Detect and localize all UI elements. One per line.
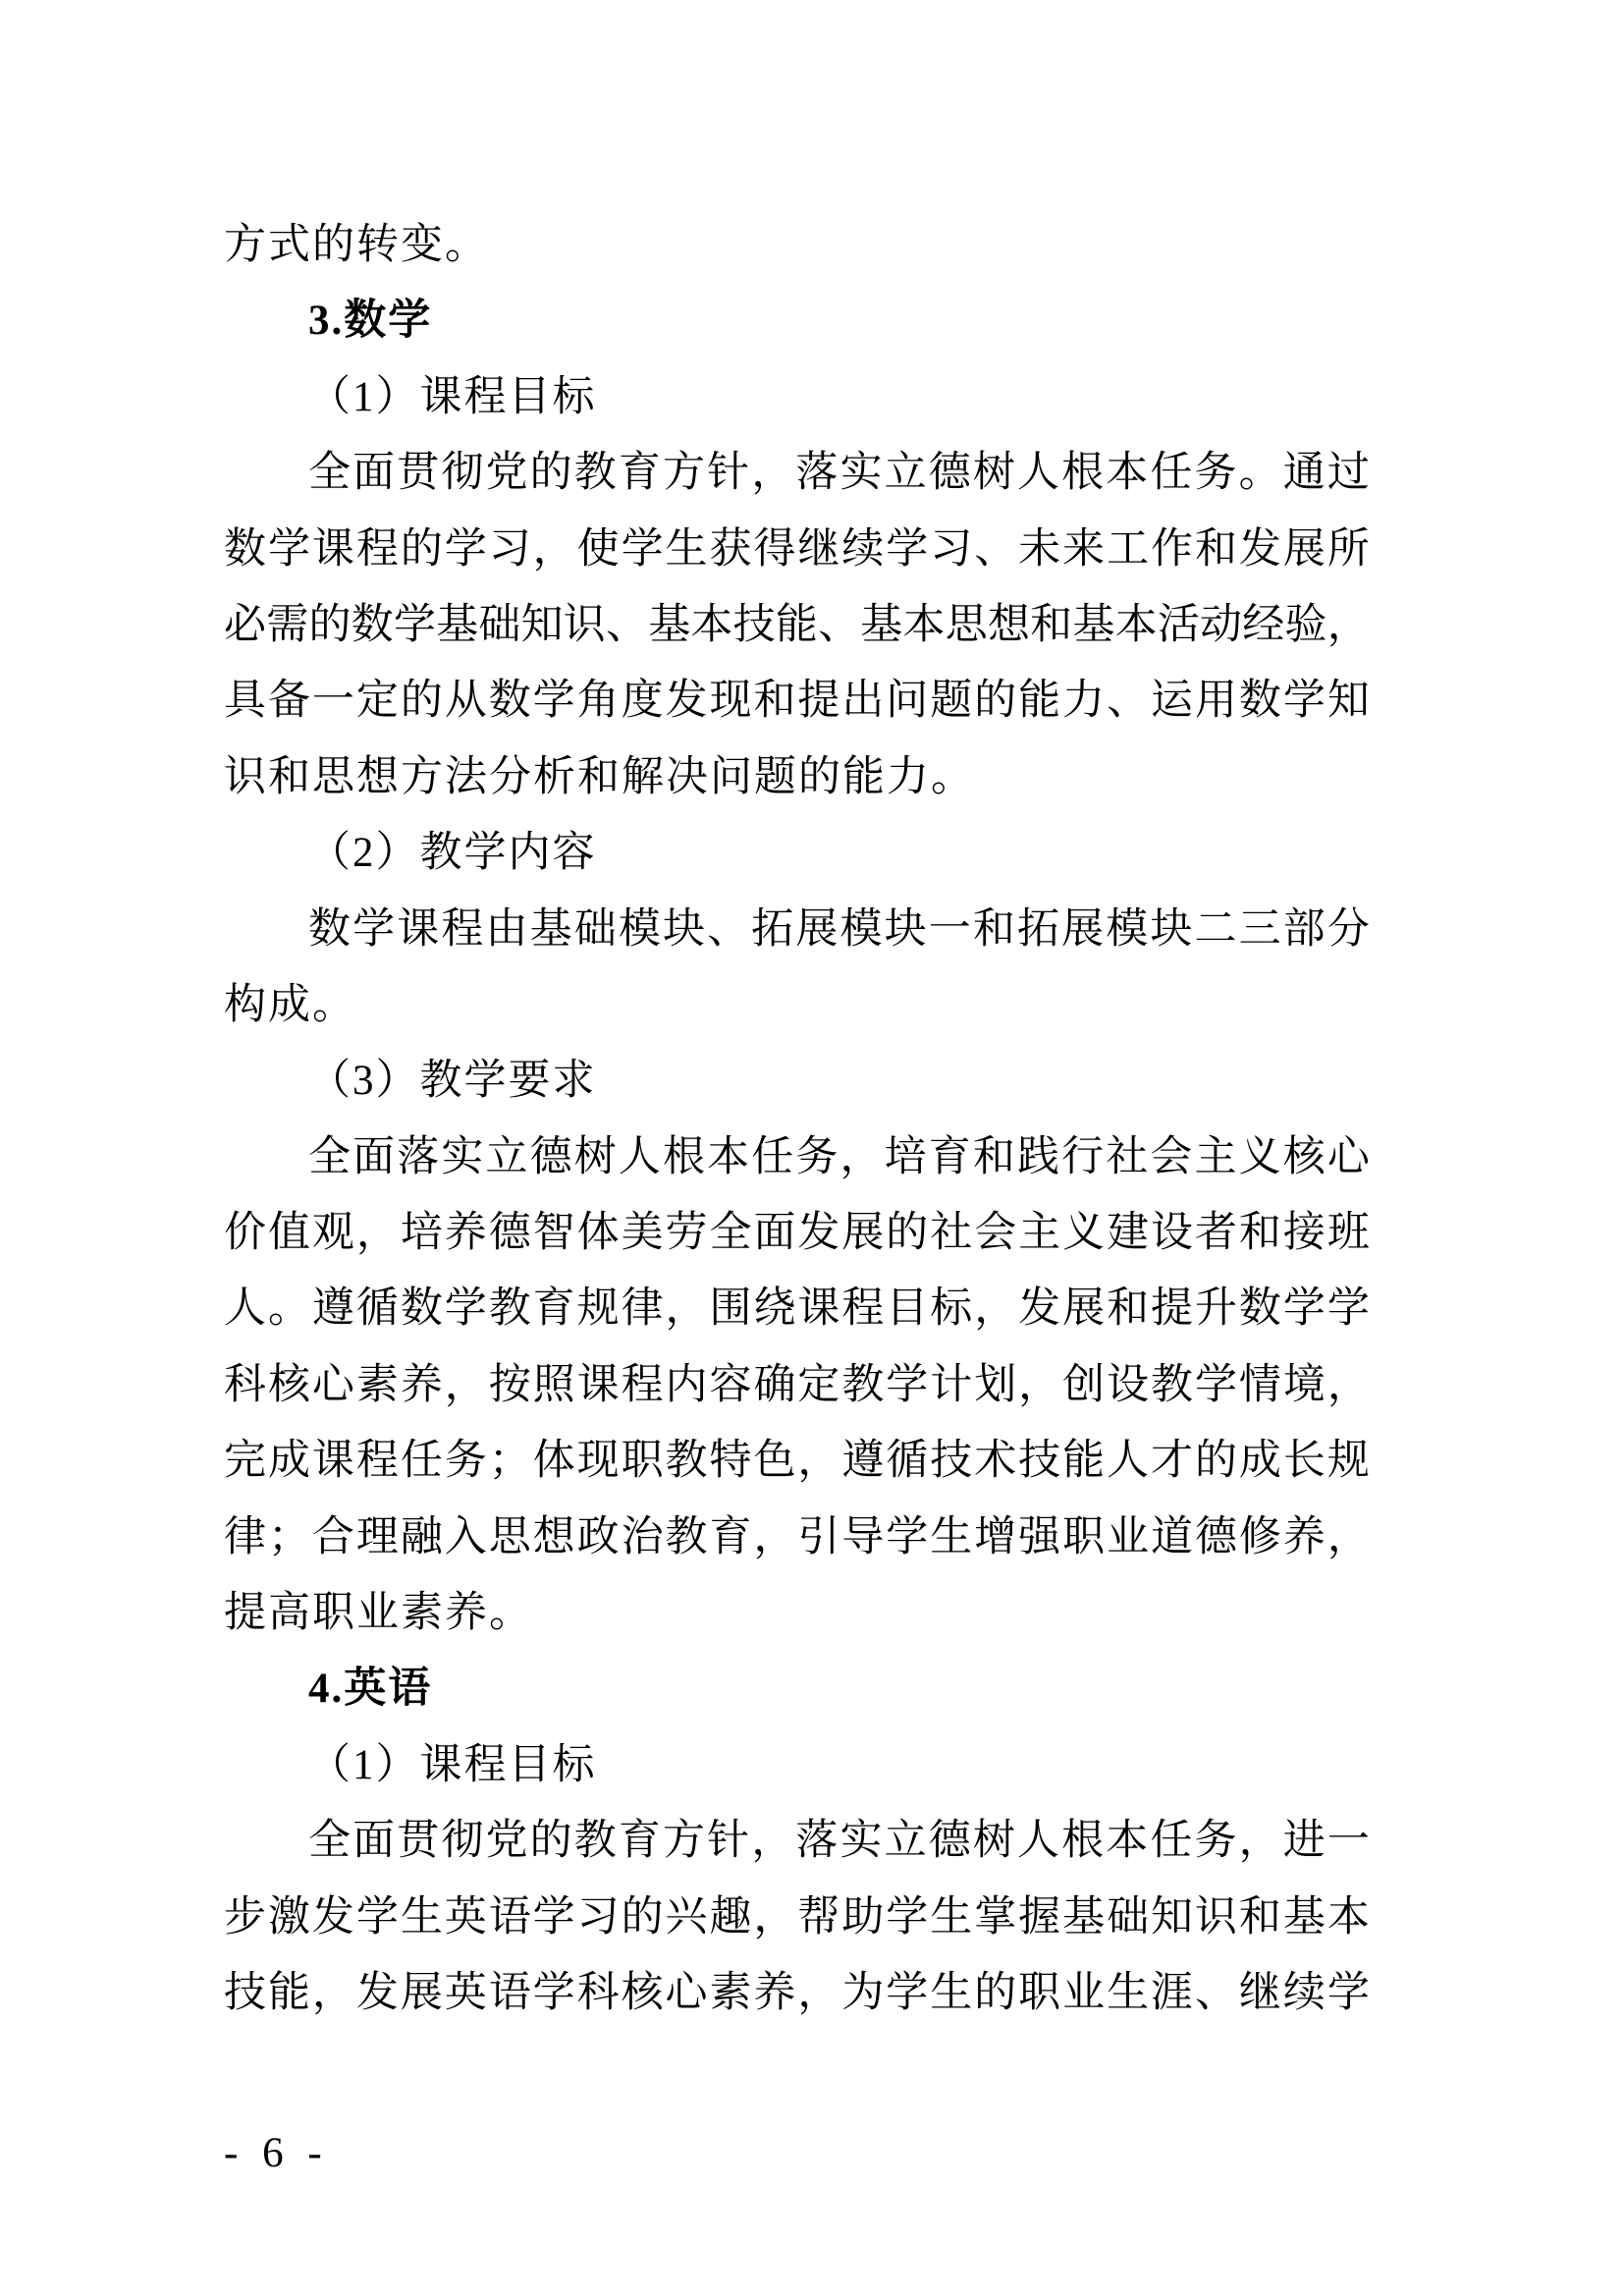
paragraph-line: 数 学 课 程 的 学 习 ， 使 学 生 获 得 继 续 学 习 、 未 来 工 作 和 发 展 所	[224, 525, 1370, 573]
paragraph-line: 方式的转变。	[224, 222, 489, 268]
paragraph-line: 全 面 贯 彻 党 的 教 育 方 针 ， 落 实 立 德 树 人 根 本 任 务 ， 进 一	[308, 1818, 1370, 1865]
subheading-teaching-requirements: （3）教学要求	[308, 1058, 597, 1105]
paragraph-line: 律 ； 合 理 融 入 思 想 政 治 教 育 ， 引 导 学 生 增 强 职 业 道 德 修 养 ，	[224, 1513, 1370, 1560]
paragraph-line: 人 。 遵 循 数 学 教 育 规 律 ， 围 绕 课 程 目 标 ， 发 展 和 提 升 数 学 学	[224, 1285, 1370, 1333]
heading-math: 3.数学	[308, 298, 433, 345]
subheading-course-objectives: （1）课程目标	[308, 373, 597, 420]
paragraph-line: 技 能 ， 发 展 英 语 学 科 核 心 素 养 ， 为 学 生 的 职 业 生 涯 、 继 续 学	[224, 1969, 1370, 2016]
paragraph-line: 必 需 的 数 学 基 础 知 识 、 基 本 技 能 、 基 本 思 想 和 基 本 活 动 经 验 ，	[224, 601, 1370, 648]
paragraph-line: 提高职业素养。	[224, 1590, 533, 1637]
paragraph-line: 构成。	[224, 981, 356, 1028]
subheading-teaching-content: （2）教学内容	[308, 830, 597, 877]
page-number: - 6 -	[224, 2130, 329, 2176]
paragraph-line: 具 备 一 定 的 从 数 学 角 度 发 现 和 提 出 问 题 的 能 力 、 运 用 数 学 知	[224, 678, 1370, 725]
paragraph-line: 步 激 发 学 生 英 语 学 习 的 兴 趣 ， 帮 助 学 生 掌 握 基 础 知 识 和 基 本	[224, 1893, 1370, 1941]
paragraph-line: 全 面 贯 彻 党 的 教 育 方 针 ， 落 实 立 德 树 人 根 本 任 务 。 通 过	[308, 450, 1370, 497]
heading-english: 4.英语	[308, 1666, 433, 1713]
paragraph-line: 全 面 落 实 立 德 树 人 根 本 任 务 ， 培 育 和 践 行 社 会 主 义 核 心	[308, 1133, 1370, 1180]
paragraph-line: 科 核 心 素 养 ， 按 照 课 程 内 容 确 定 教 学 计 划 ， 创 设 教 学 情 境 ，	[224, 1361, 1370, 1408]
subheading-course-objectives: （1）课程目标	[308, 1741, 597, 1788]
document-text-block	[224, 207, 1370, 2031]
paragraph-line: 数 学 课 程 由 基 础 模 块 、 拓 展 模 块 一 和 拓 展 模 块 二 三 部 分	[308, 905, 1370, 953]
paragraph-line: 价 值 观 ， 培 养 德 智 体 美 劳 全 面 发 展 的 社 会 主 义 建 设 者 和 接 班	[224, 1210, 1370, 1257]
paragraph-line: 识和思想方法分析和解决问题的能力。	[224, 753, 975, 800]
paragraph-line: 完 成 课 程 任 务 ； 体 现 职 教 特 色 ， 遵 循 技 术 技 能 人 才 的 成 长 规	[224, 1438, 1370, 1485]
